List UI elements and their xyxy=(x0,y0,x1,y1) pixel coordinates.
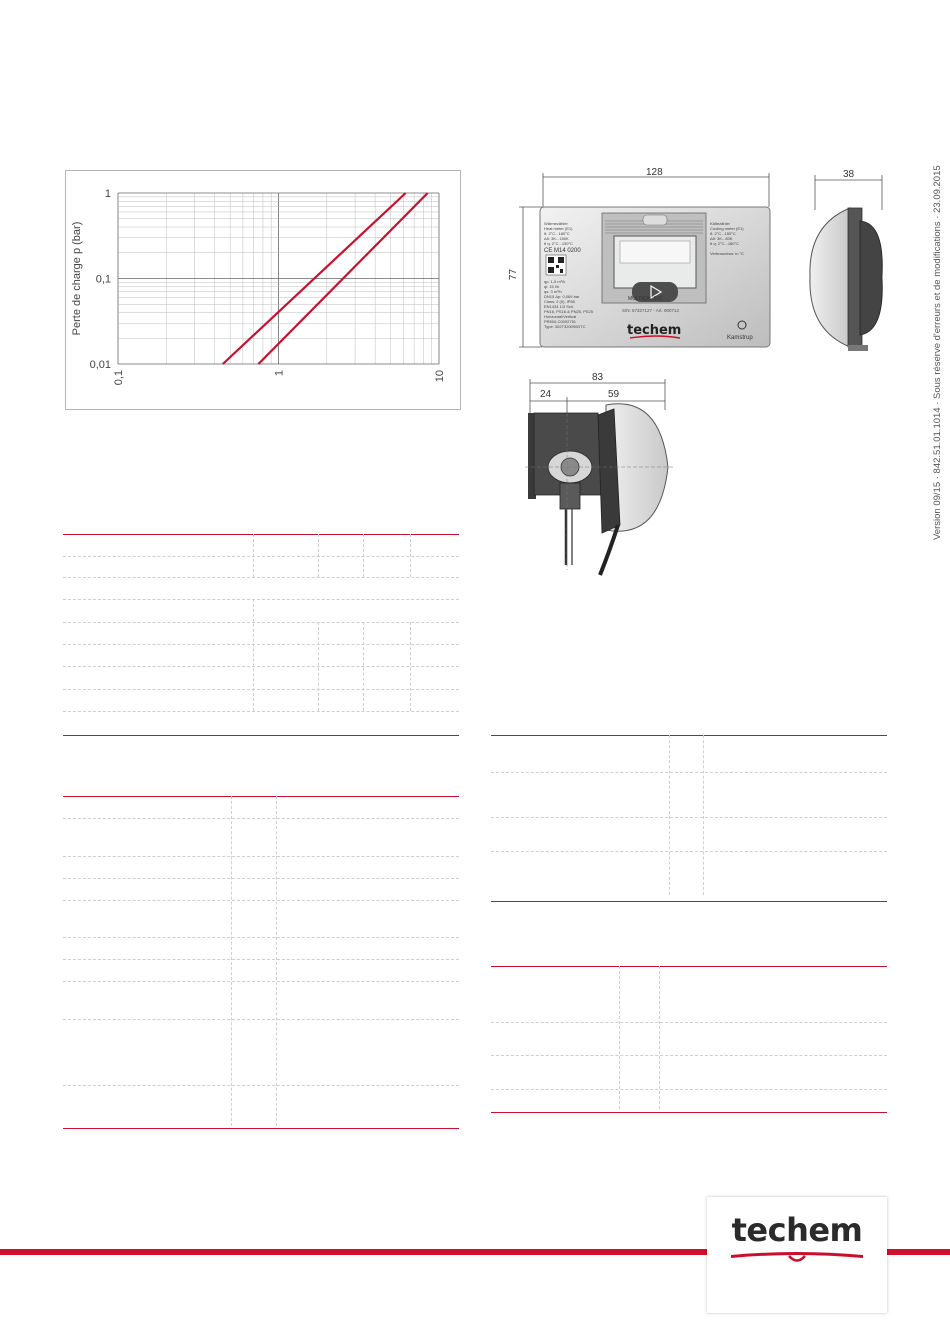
meter-spec-5: Class: 2 (II), IP65 xyxy=(544,299,575,304)
x-tick-label: 0,1 xyxy=(113,370,125,386)
y-axis-label: Perte de charge p (bar) xyxy=(71,221,83,336)
front-dimension-width xyxy=(543,173,769,207)
meter-right-line-6: Verbrauchsw: in °C xyxy=(710,251,745,256)
meter-spec-3: qs: 3 m³/h xyxy=(544,289,562,294)
meter-left-line-5: θ q: 2°C...130°C xyxy=(544,241,573,246)
meter-spec-10: Type: 302T320090DTC xyxy=(544,324,586,329)
chart-svg xyxy=(66,171,460,409)
table-3 xyxy=(491,735,887,905)
logo-swoosh xyxy=(729,1251,865,1267)
meter-left-line-4: Δθ: 3K...150K xyxy=(544,236,569,241)
meter-maker: Kamstrup xyxy=(727,335,753,341)
table-4 xyxy=(491,966,887,1116)
meter-side-view xyxy=(810,208,882,351)
meter-mounted-view xyxy=(525,401,675,575)
table-2 xyxy=(63,796,459,1132)
meter-spec-9: PR500-C0002751 xyxy=(544,319,577,324)
logo-text: techem xyxy=(731,1211,863,1249)
pressure-loss-chart xyxy=(65,170,461,410)
meter-spec-7: PN16, PS16 & PN25, PS25 xyxy=(544,309,593,314)
meter-spec-1: qp: 1,5 m³/h xyxy=(544,279,566,284)
dim-left-24: 24 xyxy=(540,389,552,400)
meter-left-line-2: Heat meter (E1) xyxy=(544,226,573,231)
x-tick-label: 1 xyxy=(273,370,286,377)
meter-right-line-3: θ: 2°C...150°C xyxy=(710,231,736,236)
side-dimension xyxy=(815,175,882,210)
y-tick-label: 0,1 xyxy=(95,273,111,286)
y-tick-label: 1 xyxy=(104,188,111,200)
meter-spec-4: DN15 Δp: 0,069 bar xyxy=(544,294,580,299)
meter-right-line-2: Cooling meter (E1) xyxy=(710,226,744,231)
meter-model: MULTICAL 302 xyxy=(628,296,662,302)
x-tick-label: 10 xyxy=(434,370,446,383)
dim-depth-38: 38 xyxy=(843,169,855,180)
meter-right-line-5: θ q: 2°C...180°C xyxy=(710,241,739,246)
front-dimension-height xyxy=(519,207,542,347)
version-side-text: Version 09/15 · 842.51.01.1014 · Sous réserve d'erreurs et de modifications · 23.09.2015 xyxy=(932,165,943,540)
device-drawings xyxy=(510,165,890,585)
meter-front-view xyxy=(540,207,770,347)
meter-brand: techem xyxy=(627,323,682,338)
dim-height-77: 77 xyxy=(508,268,520,281)
meter-spec-2: qi: 15 l/h xyxy=(544,284,560,289)
ce-mark: CE M14 0200 xyxy=(544,248,581,254)
meter-left-line-3: θ: 2°C...180°C xyxy=(544,231,570,236)
dim-right-59: 59 xyxy=(608,389,620,400)
dim-width-128: 128 xyxy=(646,167,663,178)
dim-total-83: 83 xyxy=(592,372,604,383)
y-tick-label: 0,01 xyxy=(89,359,111,371)
drawings-svg xyxy=(510,165,890,585)
techem-logo xyxy=(707,1197,887,1313)
meter-left-line-1: Wärmezähler xyxy=(544,221,568,226)
meter-spec-6: EN1434 1/3 Sch. xyxy=(544,304,575,309)
meter-right-line-4: Δθ: 3K...80K xyxy=(710,236,733,241)
table-1 xyxy=(63,534,459,738)
meter-right-line-1: Kältezähler xyxy=(710,221,731,226)
meter-spec-8: Horizontal/Vertical xyxy=(544,314,577,319)
meter-serial: S/N: 67327127 - Art. 900712 xyxy=(622,308,680,313)
